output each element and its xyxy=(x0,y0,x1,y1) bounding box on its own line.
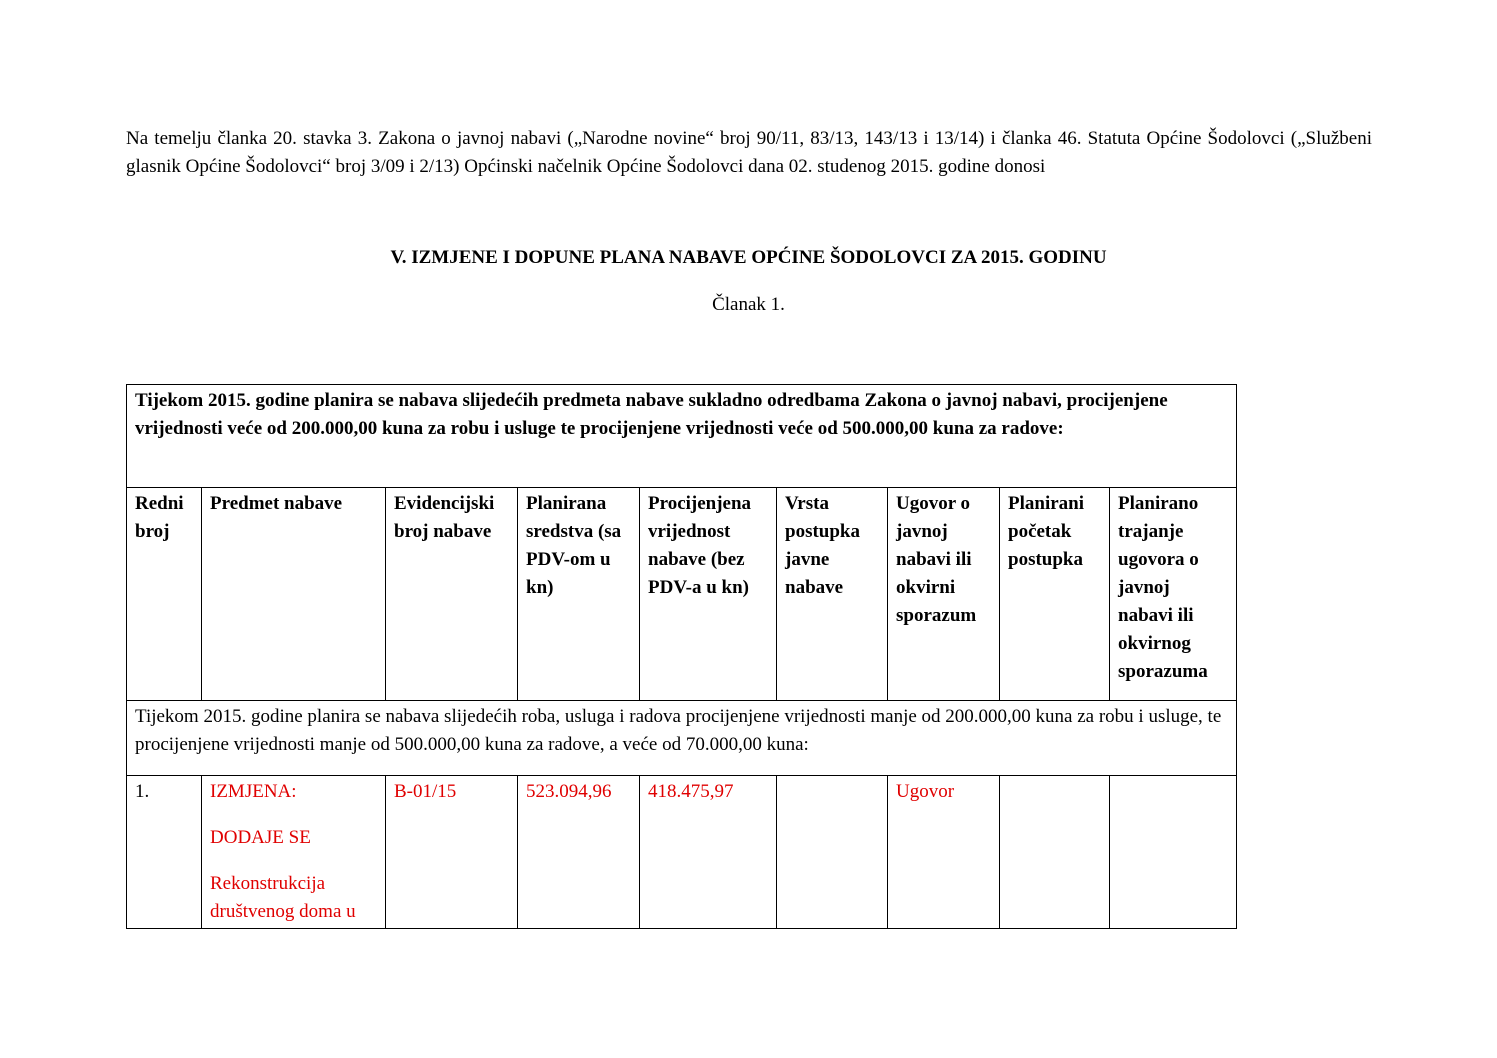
subject-description: Rekonstrukcija društvenog doma u xyxy=(210,873,356,922)
header-redni-broj: Redni broj xyxy=(127,488,202,701)
table-header-row xyxy=(127,488,1237,701)
header-vrsta-postupka: Vrsta postupka javne nabave xyxy=(777,488,888,701)
cell-procedure-type xyxy=(777,776,888,929)
document-title: V. IZMJENE I DOPUNE PLANA NABAVE OPĆINE ŠODOLOVCI ZA 2015. GODINU xyxy=(390,247,1107,268)
header-ugovor: Ugovor o javnoj nabavi ili okvirni sporazum xyxy=(888,488,1000,701)
subject-add-label: DODAJE SE xyxy=(210,827,311,848)
cell-duration xyxy=(1110,776,1237,929)
header-trajanje-ugovora: Planirano trajanje ugovora o javnoj nabavi ili okvirnog sporazuma xyxy=(1110,488,1237,701)
table-section-text: Tijekom 2015. godine planira se nabava slijedećih roba, usluga i radova procijenjene vrijednosti manje od 200.000,00 kuna za robu i usluge, te procijenjene vrijednosti manje od 500.000,00 kuna za radove, a veće od 70.000,00 kuna: xyxy=(127,701,1237,776)
cell-no: 1. xyxy=(127,776,202,929)
header-evidencijski-broj: Evidencijski broj nabave xyxy=(386,488,518,701)
table-intro-row xyxy=(127,385,1237,488)
table-section-row xyxy=(127,701,1237,776)
header-planirana-sredstva: Planirana sredstva (sa PDV-om u kn) xyxy=(518,488,640,701)
article-heading: Članak 1. xyxy=(712,294,785,315)
cell-contract-type: Ugovor xyxy=(888,776,1000,929)
intro-paragraph: Na temelju članka 20. stavka 3. Zakona o javnoj nabavi („Narodne novine“ broj 90/11, 83/13, 143/13 i 13/14) i članka 46. Statuta Općine Šodolovci („Službeni glasnik Općine Šodolovci“ broj 3/09 i 2/13) Općinski načelnik Općine Šodolovci dana 02. studenog 2015. godine donosi xyxy=(126,128,1372,177)
subject-change-label: IZMJENA: xyxy=(210,781,297,802)
table-row xyxy=(127,776,1237,929)
cell-evidence-number: B-01/15 xyxy=(386,776,518,929)
header-predmet-nabave: Predmet nabave xyxy=(202,488,386,701)
cell-subject xyxy=(202,776,386,929)
cell-estimated-value: 418.475,97 xyxy=(640,776,777,929)
header-pocetak-postupka: Planirani početak postupka xyxy=(1000,488,1110,701)
cell-start xyxy=(1000,776,1110,929)
table-intro-text: Tijekom 2015. godine planira se nabava slijedećih predmeta nabave sukladno odredbama Zakona o javnoj nabavi, procijenjene vrijednosti veće od 200.000,00 kuna za robu i usluge te procijenjene vrijednosti veće od 500.000,00 kuna za radove: xyxy=(127,385,1237,488)
header-procijenjena-vrijednost: Procijenjena vrijednost nabave (bez PDV-a u kn) xyxy=(640,488,777,701)
procurement-table xyxy=(126,384,1237,929)
cell-planned-funds: 523.094,96 xyxy=(518,776,640,929)
